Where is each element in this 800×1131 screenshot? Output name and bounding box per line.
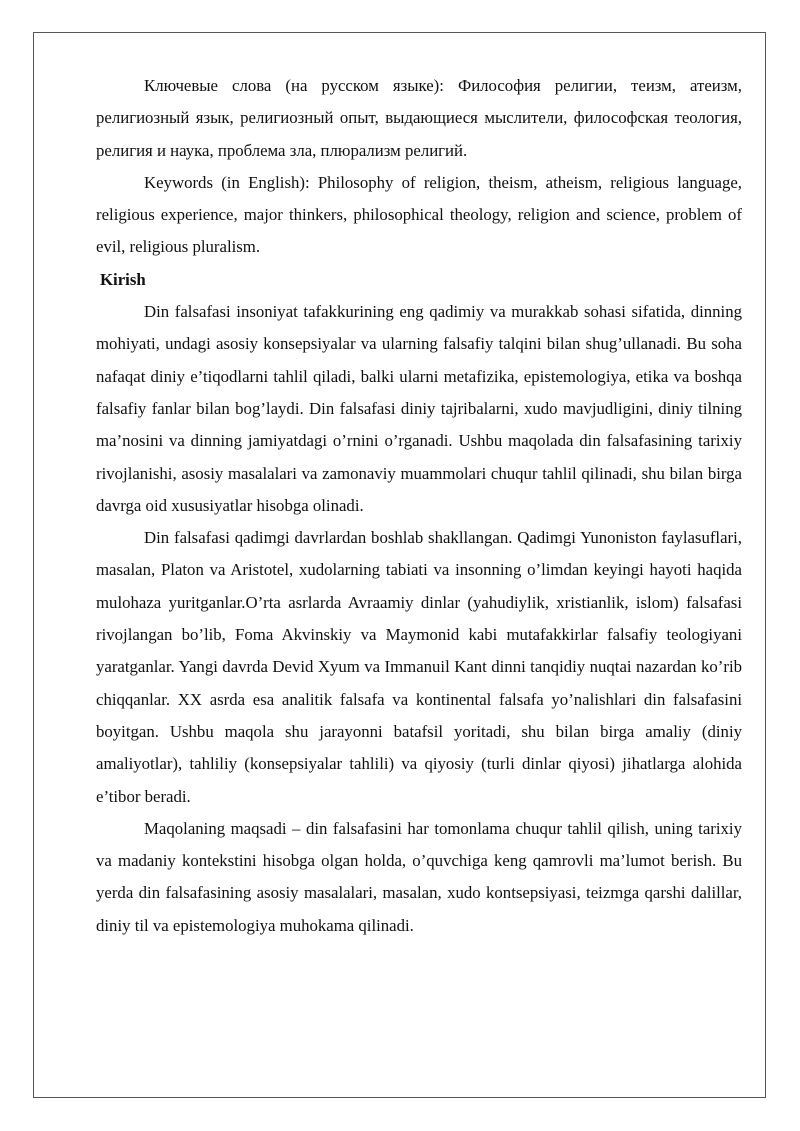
paragraph-purpose: Maqolaning maqsadi – din falsafasini har tomonlama chuqur tahlil qilish, uning tarixiy va madaniy kontekstini hisobga olgan holda, o’quvchiga keng qamrovli ma’lumot berish. Bu yerda din falsafasining asosiy masalalari, masalan, xudo kontsepsiyasi, teizmga qarshi dalillar, diniy til va epistemologiya muhokama qilinadi. (96, 818, 742, 935)
paragraph-history: Din falsafasi qadimgi davrlardan boshlab shakllangan. Qadimgi Yunoniston faylasuflari, masalan, Platon va Aristotel, xudolarning tabiati va insonning o’limdan keyingi hayoti haqida mulohaza yuritganlar.O’rta asrlarda Avraamiy dinlar (yahudiylik, xristianlik, islom) falsafasi rivojlangan bo’lib, Foma Akvinskiy va Maymonid kabi mutafakkirlar falsafiy teologiyani yaratganlar. Yangi davrda Devid Xyum va Immanuil Kant dinni tanqidiy nuqtai nazardan ko’rib chiqqanlar. XX asrda esa analitik falsafa va kontinental falsafa yo’nalishlari din falsafasini boyitgan. Ushbu maqola shu jarayonni batafsil yoritadi, shu bilan birga amaliy (diniy amaliyotlar), tahliliy (konsepsiyalar tahlili) va qiyosiy (turli dinlar qiyosi) jihatlarga alohida e’tibor beradi. (96, 528, 742, 806)
section-heading: Kirish (100, 269, 146, 289)
keywords-english: Keywords (in English): Philosophy of religion, theism, atheism, religious language, religious experience, major thinkers, philosophical theology, religion and science, problem of evil, religious pluralism. (96, 172, 742, 257)
paragraph-intro: Din falsafasi insoniyat tafakkurining eng qadimiy va murakkab sohasi sifatida, dinning mohiyati, undagi asosiy konsepsiyalar va ularning falsafiy talqini bilan shug’ullanadi. Bu soha nafaqat diniy e’tiqodlarni tahlil qiladi, balki ularni metafizika, epistemologiya, etika va boshqa falsafiy fanlar bilan bog’laydi. Din falsafasi diniy tajribalarni, xudo mavjudligini, diniy tilning ma’nosini va dinning jamiyatdagi o’rnini o’rganadi. Ushbu maqolada din falsafasining tarixiy rivojlanishi, asosiy masalalari va zamonaviy muammolari chuqur tahlil qilinadi, shu bilan birga davrga oid xususiyatlar hisobga olinadi. (96, 302, 742, 515)
keywords-russian: Ключевые слова (на русском языке): Философия религии, теизм, атеизм, религиозный язык, религиозный опыт, выдающиеся мыслители, философская теология, религия и наука, проблема зла, плюрализм религий. (96, 76, 742, 160)
document-body (96, 70, 742, 942)
